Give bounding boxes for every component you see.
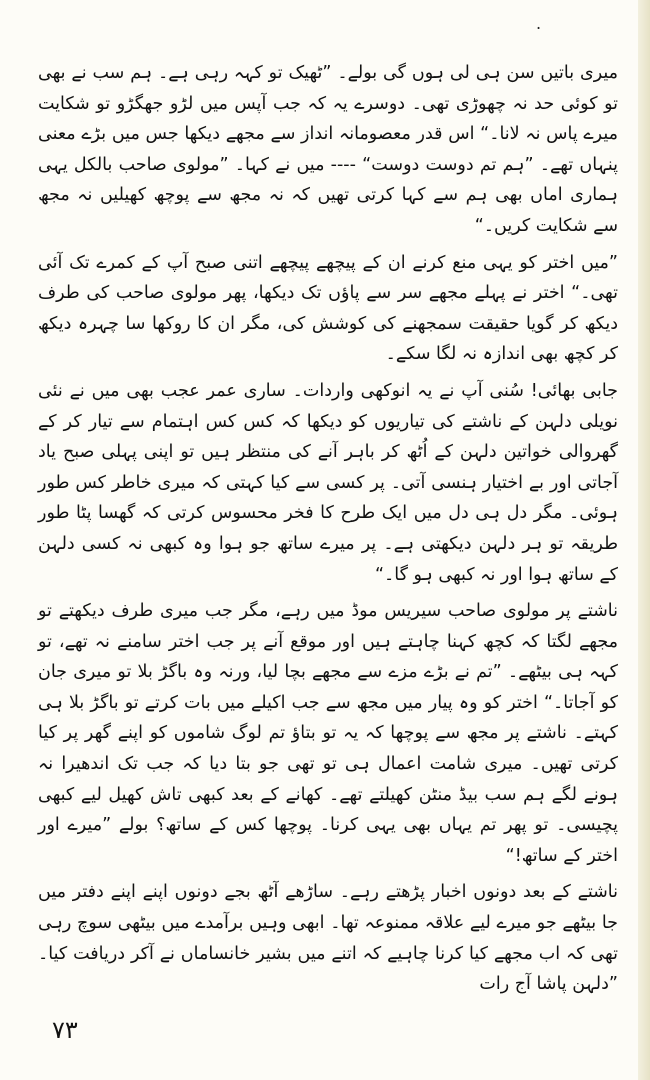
top-dot: . xyxy=(536,14,542,33)
page-number: ۷۳ xyxy=(52,1016,78,1044)
paragraph-2: ”میں اختر کو یہی منع کرنے ان کے پیچھے پیچھے اتنی صبح آپ کے کمرے تک آئی تھی۔“ اختر نے پہلے مجھے سر سے پاؤں تک دیکھا، پھر مولوی صاحب کی طرف دیکھ کر گویا حقیقت سمجھنے کی کوشش کی، مگر ان کا روکھا سا چہرہ دیکھ کر کچھ بھی اندازہ نہ لگا سکے۔ xyxy=(38,252,618,365)
paragraph-3: جابی بھائی! سُنی آپ نے یہ انوکھی واردات۔ ساری عمر عجب بھی میں نے نئی نویلی دلہن کے ناشتے کی تیاریوں کو دیکھا کہ کس کس اہتمام سے تیار کر کے گھروالی خواتین دلہن کے اُٹھ کر باہر آنے کی منتظر ہیں تو اپنی پہلی صبح یاد آجاتی اور بے اختیار ہنسی آتی۔ پر کسی سے کیا کہتی کہ میری خاطر کس طور ہوئی۔ مگر دل ہی دل میں ایک طرح کا فخر محسوس کرتی کہ گھسا پٹا طور طریقہ تو ہر دلہن دیکھتی ہے۔ پر میرے ساتھ جو ہوا وہ کبھی نہ کسی دلہن کے ساتھ ہوا اور نہ کبھی ہو گا۔“ xyxy=(38,380,618,585)
page-edge-shadow xyxy=(638,0,650,1080)
paragraph-1: میری باتیں سن ہی لی ہوں گی بولے۔ ”ٹھیک تو کہہ رہی ہے۔ ہم سب نے بھی تو کوئی حد نہ چھوڑی تھی۔ دوسرے یہ کہ جب آپس میں لڑو جھگڑو تو شکایت میرے پاس نہ لانا۔“ اس قدر معصومانہ انداز سے مجھے دیکھا جس میں بڑے معنی پنہاں تھے۔ ”ہم تم دوست دوست“ ---- میں نے کہا۔ ”مولوی صاحب بالکل یہی ہماری اماں بھی ہم سے کہا کرتی تھیں کہ نہ مجھ سے پوچھ کھیلیں نہ مجھ سے شکایت کریں۔“ xyxy=(38,63,618,236)
paragraph-5: ناشتے کے بعد دونوں اخبار پڑھتے رہے۔ ساڑھے آٹھ بجے دونوں اپنے اپنے دفتر میں جا بیٹھے جو میرے لیے علاقہ ممنوعہ تھا۔ ابھی وہیں برآمدے میں بیٹھی سوچ رہی تھی کہ اب مجھے کیا کرنا چاہیے کہ اتنے میں بشیر خانساماں نے آکر دریافت کیا۔ ”دلہن پاشا آج رات xyxy=(38,882,618,995)
paragraph-4: ناشتے پر مولوی صاحب سیریس موڈ میں رہے، مگر جب میری طرف دیکھتے تو مجھے لگتا کہ کچھ کہنا چاہتے ہیں اور موقع آنے پر جب اختر سامنے نہ تھے، تو کہہ ہی بیٹھے۔ ”تم نے بڑے مزے سے مجھے بچا لیا، ورنہ وہ باگڑ بلا تو میری جان کو آجاتا۔“ اختر کو وہ پیار میں مجھ سے جب اکیلے میں بات کرتے تو باگڑ بلا ہی کہتے۔ ناشتے پر مجھ سے پوچھا کہ یہ تو بتاؤ تم لوگ شاموں کو اپنے گھر پر کیا کرتی تھیں۔ میری شامت اعمال ہی تو تھی جو بتا دیا کہ جب تک اندھیرا نہ ہونے لگے ہم سب بیڈ منٹن کھیلتے تھے۔ کھانے کے بعد کبھی تاش کھیل لیے کبھی پچیسی۔ تو پھر تم یہاں بھی یہی کرنا۔ پوچھا کس کے ساتھ؟ بولے ”میرے اور اختر کے ساتھ!“ xyxy=(38,601,618,866)
body-text xyxy=(38,58,618,1006)
